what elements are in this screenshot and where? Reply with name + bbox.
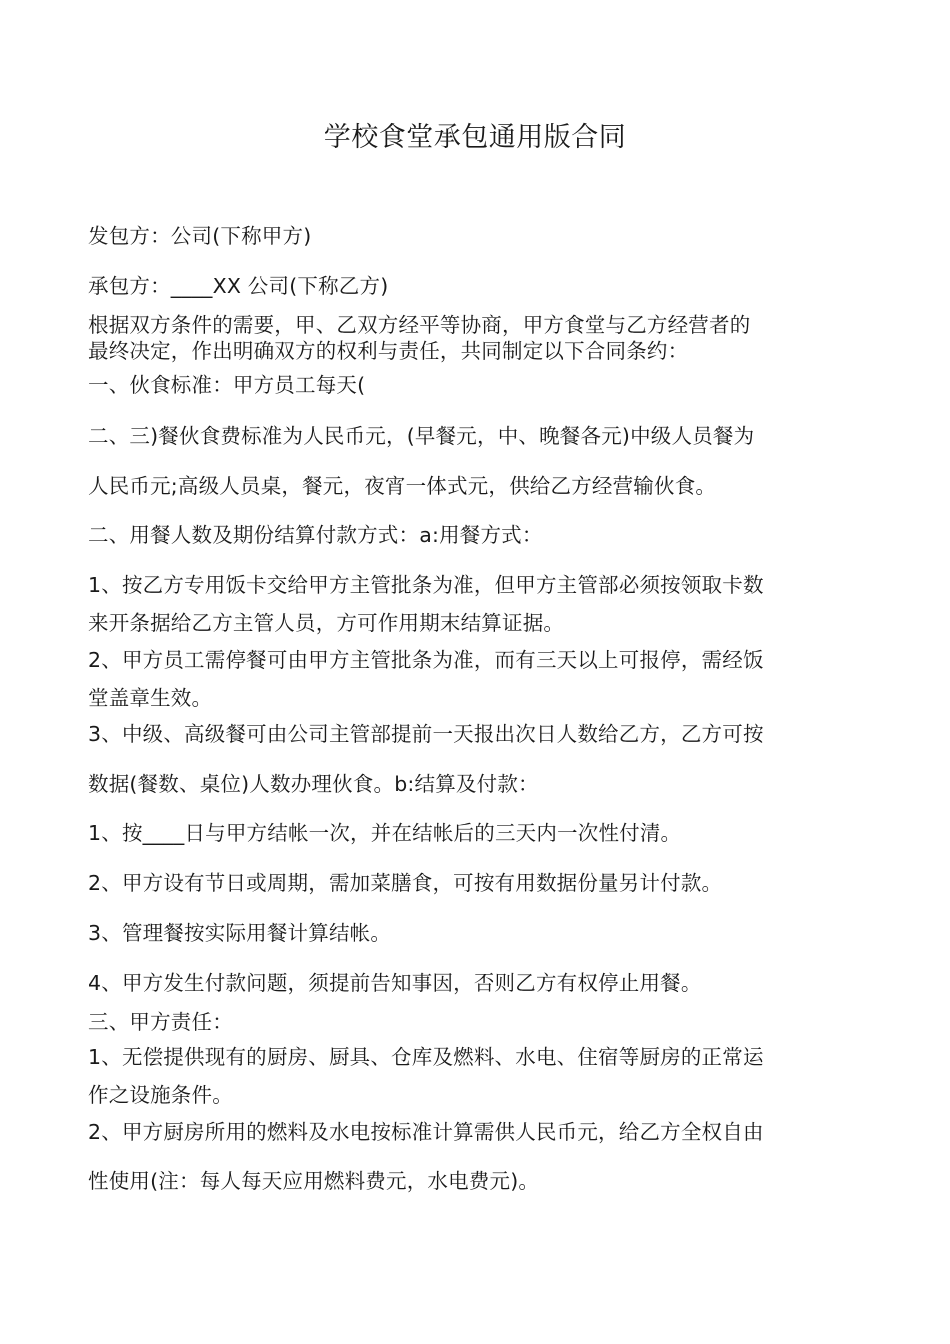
- text-line: 2、甲方设有节日或周期，需加菜膳食，可按有用数据份量另计付款。: [88, 871, 723, 895]
- text-line: 堂盖章生效。: [88, 686, 213, 710]
- text-line: 1、按乙方专用饭卡交给甲方主管批条为准，但甲方主管部必须按领取卡数: [88, 573, 764, 597]
- text-line: 2、甲方厨房所用的燃料及水电按标准计算需供人民币元，给乙方全权自由: [88, 1120, 764, 1144]
- text-line: 3、管理餐按实际用餐计算结帐。: [88, 921, 392, 945]
- text-line: 根据双方条件的需要，甲、乙双方经平等协商，甲方食堂与乙方经营者的: [88, 313, 751, 337]
- text-line: 1、无偿提供现有的厨房、厨具、仓库及燃料、水电、住宿等厨房的正常运: [88, 1045, 764, 1069]
- text-line: 三、甲方责任：: [88, 1010, 233, 1034]
- text-line: 二、用餐人数及期份结算付款方式：a:用餐方式：: [88, 523, 543, 547]
- text-line: 1、按____日与甲方结帐一次，并在结帐后的三天内一次性付清。: [88, 821, 682, 845]
- document-title: 学校食堂承包通用版合同: [323, 122, 627, 153]
- text-line: 发包方：公司(下称甲方): [88, 224, 312, 248]
- text-line: 数据(餐数、桌位)人数办理伙食。b:结算及付款：: [88, 772, 539, 796]
- text-line: 来开条据给乙方主管人员，方可作用期末结算证据。: [88, 611, 565, 635]
- text-line: 承包方：____XX 公司(下称乙方): [88, 274, 389, 298]
- text-line: 人民币元;高级人员桌，餐元，夜宵一体式元，供给乙方经营输伙食。: [88, 474, 717, 498]
- text-line: 二、三)餐伙食费标准为人民币元，(早餐元，中、晚餐各元)中级人员餐为: [88, 424, 755, 448]
- text-line: 2、甲方员工需停餐可由甲方主管批条为准，而有三天以上可报停，需经饭: [88, 648, 764, 672]
- text-line: 性使用(注：每人每天应用燃料费元，水电费元)。: [88, 1169, 540, 1193]
- text-line: 4、甲方发生付款问题，须提前告知事因，否则乙方有权停止用餐。: [88, 971, 702, 995]
- text-line: 作之设施条件。: [88, 1083, 233, 1107]
- text-line: 最终决定，作出明确双方的权利与责任，共同制定以下合同条约：: [88, 339, 689, 363]
- text-line: 一、伙食标准：甲方员工每天(: [88, 373, 366, 397]
- text-line: 3、中级、高级餐可由公司主管部提前一天报出次日人数给乙方，乙方可按: [88, 722, 764, 746]
